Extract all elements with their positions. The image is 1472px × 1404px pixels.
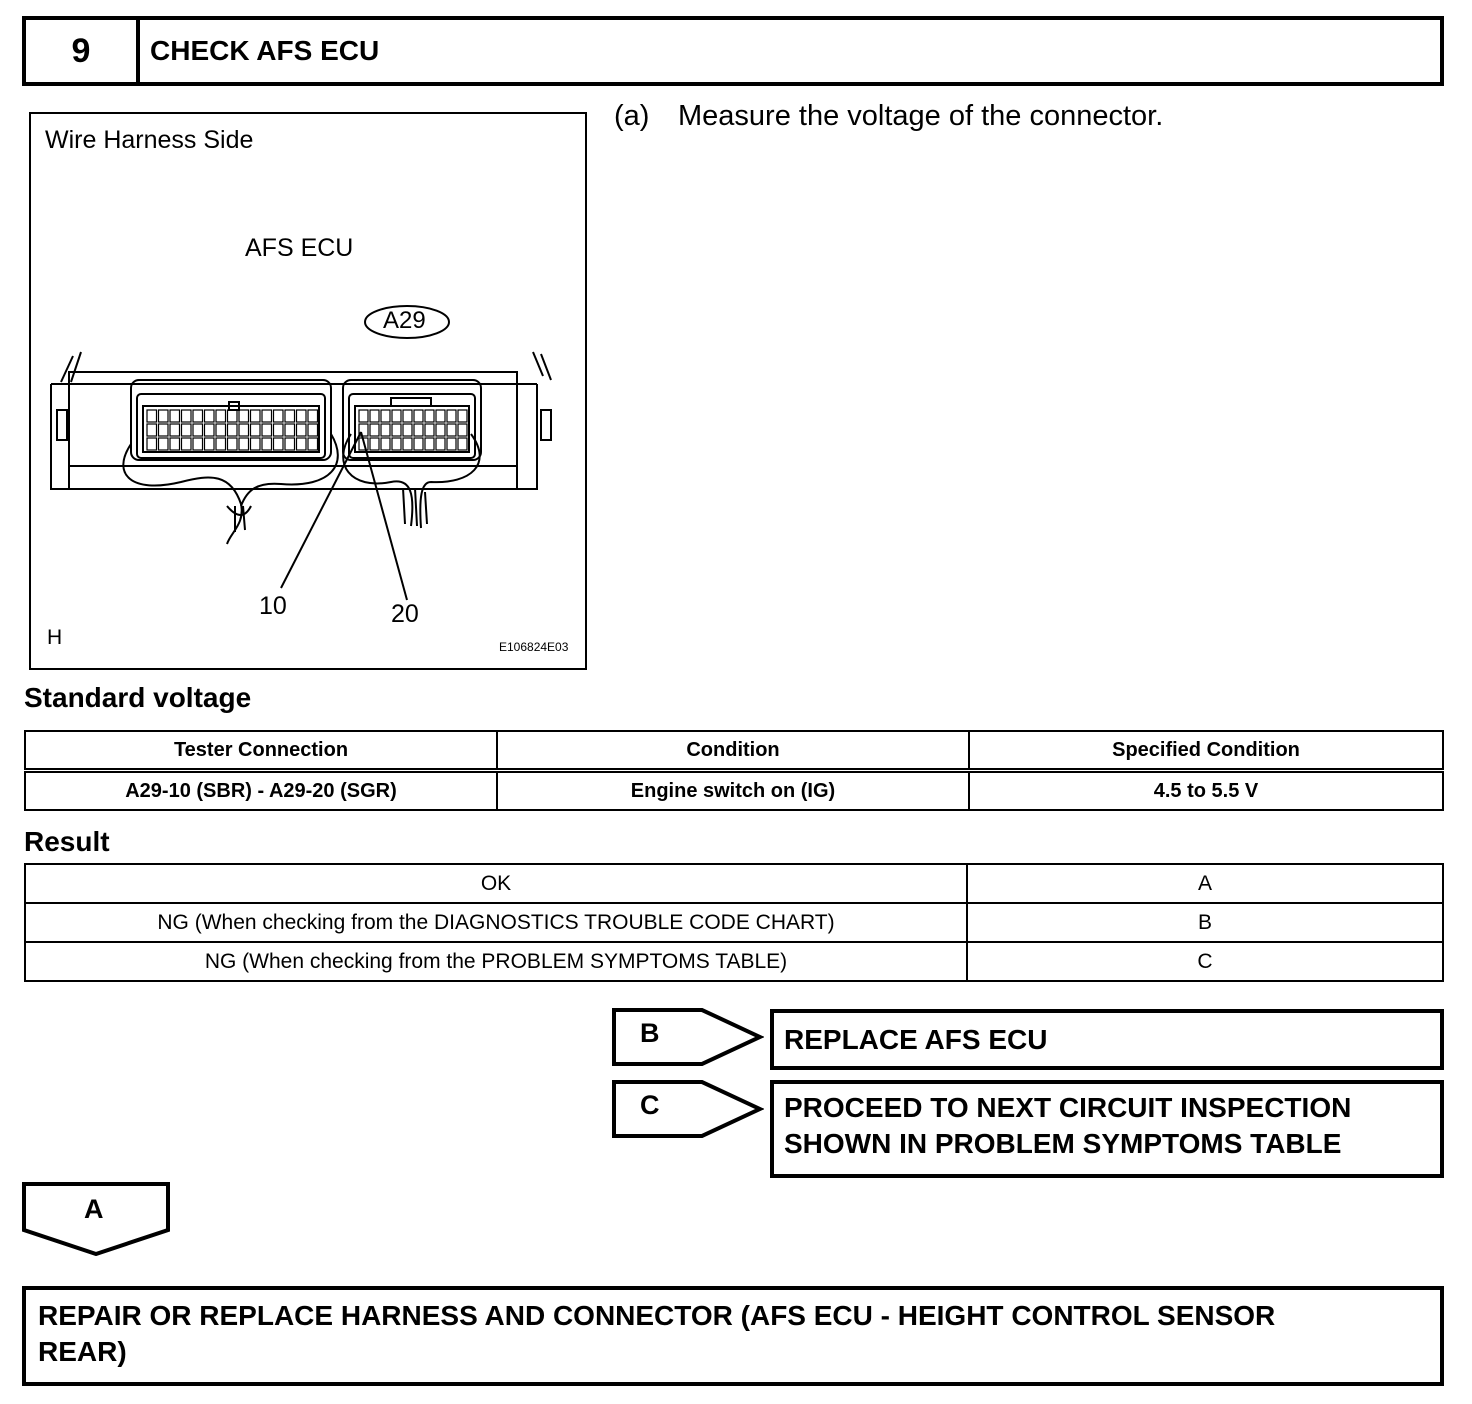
connector-pin bbox=[285, 424, 295, 436]
result-condition-cell: NG (When checking from the DIAGNOSTICS TROUBLE CODE CHART) bbox=[25, 903, 967, 942]
table-header-row bbox=[25, 731, 1443, 771]
connector-pin bbox=[251, 410, 261, 422]
instruction-line bbox=[614, 100, 1163, 133]
repair-harness-box bbox=[22, 1286, 1444, 1386]
connector-pin bbox=[159, 424, 169, 436]
repair-harness-line2: REAR) bbox=[38, 1336, 127, 1367]
connector-pin bbox=[170, 410, 180, 422]
step-header bbox=[22, 16, 1444, 86]
table-row bbox=[25, 903, 1443, 942]
connector-pin bbox=[251, 424, 261, 436]
specified-condition-cell: 4.5 to 5.5 V bbox=[969, 771, 1443, 811]
pin-label-10: 10 bbox=[259, 592, 287, 620]
proceed-inspection-box bbox=[770, 1080, 1444, 1178]
connector-pin bbox=[436, 424, 445, 436]
repair-harness-line1: REPAIR OR REPLACE HARNESS AND CONNECTOR (AFS ECU - HEIGHT CONTROL SENSOR bbox=[38, 1300, 1276, 1331]
connector-pin bbox=[159, 410, 169, 422]
connector-pin bbox=[370, 424, 379, 436]
connector-pin bbox=[436, 438, 445, 450]
step-title: CHECK AFS ECU bbox=[150, 35, 380, 66]
connector-pin bbox=[458, 424, 467, 436]
connector-pin bbox=[205, 438, 215, 450]
connector-pin bbox=[170, 424, 180, 436]
pin-label-20: 20 bbox=[391, 600, 419, 628]
result-code-cell: C bbox=[967, 942, 1443, 981]
connector-pin bbox=[216, 410, 226, 422]
branch-a-label: A bbox=[84, 1194, 104, 1224]
proceed-inspection-line1: PROCEED TO NEXT CIRCUIT INSPECTION bbox=[784, 1092, 1352, 1123]
connector-pin bbox=[370, 410, 379, 422]
component-label: AFS ECU bbox=[245, 234, 354, 262]
connector-pin bbox=[182, 438, 192, 450]
header-tester-connection: Tester Connection bbox=[25, 731, 497, 771]
connector-pin bbox=[381, 424, 390, 436]
connector-pin bbox=[262, 424, 272, 436]
result-title: Result bbox=[24, 826, 110, 857]
connector-pin bbox=[414, 410, 423, 422]
connector-pin bbox=[205, 424, 215, 436]
connector-pin bbox=[285, 438, 295, 450]
result-condition-cell: NG (When checking from the PROBLEM SYMPTOMS TABLE) bbox=[25, 942, 967, 981]
connector-pin bbox=[381, 410, 390, 422]
result-code-cell: B bbox=[967, 903, 1443, 942]
result-code-cell: A bbox=[967, 864, 1443, 903]
connector-pin bbox=[147, 424, 157, 436]
connector-pin bbox=[285, 410, 295, 422]
connector-pin bbox=[458, 438, 467, 450]
replace-afs-ecu-box bbox=[770, 1009, 1444, 1070]
branch-b-arrow bbox=[612, 1008, 764, 1066]
corner-letter: H bbox=[47, 626, 63, 649]
standard-voltage-title: Standard voltage bbox=[24, 682, 252, 713]
standard-voltage-table bbox=[24, 730, 1444, 811]
connector-pin bbox=[216, 438, 226, 450]
connector-pin bbox=[251, 438, 261, 450]
connector-pin bbox=[193, 424, 203, 436]
connector-pin bbox=[425, 424, 434, 436]
connector-pin bbox=[147, 410, 157, 422]
connector-illustration bbox=[29, 112, 587, 670]
connector-pin bbox=[274, 424, 284, 436]
connector-pin bbox=[392, 424, 401, 436]
condition-cell: Engine switch on (IG) bbox=[497, 771, 969, 811]
connector-pin bbox=[239, 410, 249, 422]
connector-pin bbox=[147, 438, 157, 450]
connector-pin bbox=[392, 410, 401, 422]
connector-pin bbox=[447, 424, 456, 436]
connector-id-label: A29 bbox=[383, 307, 426, 334]
result-condition-cell: OK bbox=[25, 864, 967, 903]
connector-pin bbox=[182, 424, 192, 436]
connector-pin bbox=[403, 424, 412, 436]
replace-afs-ecu-text: REPLACE AFS ECU bbox=[784, 1024, 1048, 1055]
connector-pin bbox=[447, 438, 456, 450]
side-label: Wire Harness Side bbox=[45, 126, 254, 154]
header-condition: Condition bbox=[497, 731, 969, 771]
connector-pin bbox=[403, 438, 412, 450]
connector-pin bbox=[297, 438, 307, 450]
connector-pin bbox=[359, 410, 368, 422]
table-row bbox=[25, 864, 1443, 903]
connector-pin bbox=[425, 410, 434, 422]
connector-pin bbox=[381, 438, 390, 450]
result-table bbox=[24, 863, 1444, 982]
branch-c-label: C bbox=[640, 1090, 660, 1120]
figure-code: E106824E03 bbox=[499, 640, 569, 654]
connector-pin bbox=[447, 410, 456, 422]
connector-pin bbox=[392, 438, 401, 450]
connector-pin bbox=[228, 410, 238, 422]
connector-pin bbox=[414, 438, 423, 450]
connector-pin bbox=[170, 438, 180, 450]
connector-pin bbox=[308, 410, 318, 422]
table-row bbox=[25, 942, 1443, 981]
connector-pin bbox=[414, 424, 423, 436]
connector-pin bbox=[262, 410, 272, 422]
connector-pin bbox=[193, 410, 203, 422]
connector-pin bbox=[370, 438, 379, 450]
connector-pin bbox=[308, 438, 318, 450]
connector-pin bbox=[297, 410, 307, 422]
step-number: 9 bbox=[26, 20, 140, 82]
branch-c-arrow bbox=[612, 1080, 764, 1138]
instruction-marker: (a) bbox=[614, 100, 650, 132]
connector-pin bbox=[228, 438, 238, 450]
connector-pin bbox=[297, 424, 307, 436]
connector-pin bbox=[436, 410, 445, 422]
connector-pin bbox=[308, 424, 318, 436]
connector-pin bbox=[239, 424, 249, 436]
ecu-connector-drawing bbox=[31, 114, 585, 668]
table-row bbox=[25, 771, 1443, 811]
connector-pin bbox=[228, 424, 238, 436]
connector-pin bbox=[458, 410, 467, 422]
proceed-inspection-line2: SHOWN IN PROBLEM SYMPTOMS TABLE bbox=[784, 1128, 1342, 1159]
connector-pin bbox=[182, 410, 192, 422]
header-specified-condition: Specified Condition bbox=[969, 731, 1443, 771]
connector-pin bbox=[205, 410, 215, 422]
branch-b-label: B bbox=[640, 1018, 660, 1048]
tester-connection-cell: A29-10 (SBR) - A29-20 (SGR) bbox=[25, 771, 497, 811]
connector-pin bbox=[425, 438, 434, 450]
connector-pin bbox=[216, 424, 226, 436]
connector-pin bbox=[239, 438, 249, 450]
connector-pin bbox=[159, 438, 169, 450]
connector-pin bbox=[193, 438, 203, 450]
instruction-text: Measure the voltage of the connector. bbox=[678, 100, 1164, 132]
connector-pin bbox=[403, 410, 412, 422]
connector-pin bbox=[274, 438, 284, 450]
connector-pin bbox=[262, 438, 272, 450]
connector-pin bbox=[274, 410, 284, 422]
